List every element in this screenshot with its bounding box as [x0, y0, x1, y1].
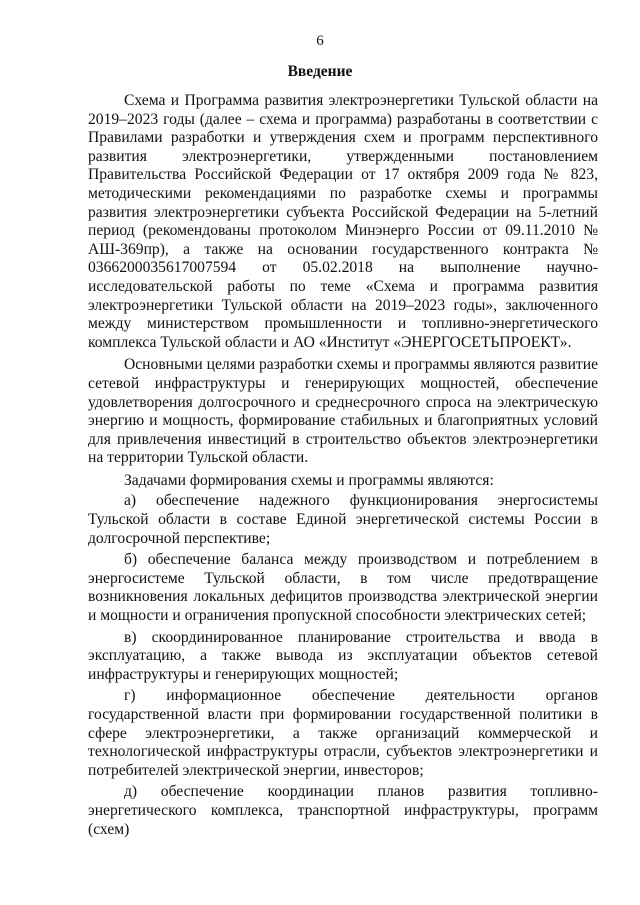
- list-item-task-d: д) обеспечение координации планов развития топливно-энергетического комплекса, транспортной инфраструктуры, программ (схем): [88, 783, 598, 838]
- paragraph-main-goals: Основными целями разработки схемы и программы являются развитие сетевой инфраструктуры и генерирующих мощностей, обеспечение удовлетворения долгосрочного и среднесрочного спроса на электрическую энергию и мощность, формирование стабильных и благоприятных условий для привлечения инвестиций в строительство объектов электроэнергетики на территории Тульской области.: [88, 356, 598, 467]
- paragraph-intro-basis: Схема и Программа развития электроэнергетики Тульской области на 2019–2023 годы (далее – схема и программа) разработаны в соответствии с Правилами разработки и утверждения схем и программ перспективного развития электроэнергетики, утвержденными постановлением Правительства Российской Федерации от 17 октября 2009 года № 823, методическими рекомендациями по разработке схемы и программы развития электроэнергетики субъекта Российской Федерации на 5-летний период (рекомендованы протоколом Минэнерго России от 09.11.2010 № АШ-369пр), а также на основании государственного контракта № 0366200035617007594 от 05.02.2018 на выполнение научно-исследовательской работы по теме «Схема и программа развития электроэнергетики Тульской области на 2019–2023 годы», заключенного между министерством промышленности и топливно-энергетического комплекса Тульской области и АО «Институт «ЭНЕРГОСЕТЬПРОЕКТ».: [88, 92, 598, 351]
- list-item-task-g: г) информационное обеспечение деятельности органов государственной власти при формировании государственной политики в сфере электроэнергетики, а также организаций коммерческой и технологической инфраструктуры отрасли, субъектов электроэнергетики и потребителей электрической энергии, инвесторов;: [88, 687, 598, 779]
- list-item-task-a: а) обеспечение надежного функционирования энергосистемы Тульской области в составе Единой энергетической системы России в долгосрочной перспективе;: [88, 492, 598, 547]
- section-body: [88, 92, 598, 839]
- section-title: Введение: [287, 63, 353, 80]
- list-item-task-v: в) скоординированное планирование строительства и ввода в эксплуатацию, а также вывода из эксплуатации объектов сетевой инфраструктуры и генерирующих мощностей;: [88, 628, 598, 683]
- paragraph-tasks-heading: Задачами формирования схемы и программы являются:: [124, 471, 494, 489]
- list-item-task-b: б) обеспечение баланса между производством и потреблением в энергосистеме Тульской области, в том числе предотвращение возникновения локальных дефицитов производства электрической энергии и мощности и ограничения пропускной способности электрических сетей;: [88, 551, 598, 625]
- page-number: 6: [316, 33, 324, 49]
